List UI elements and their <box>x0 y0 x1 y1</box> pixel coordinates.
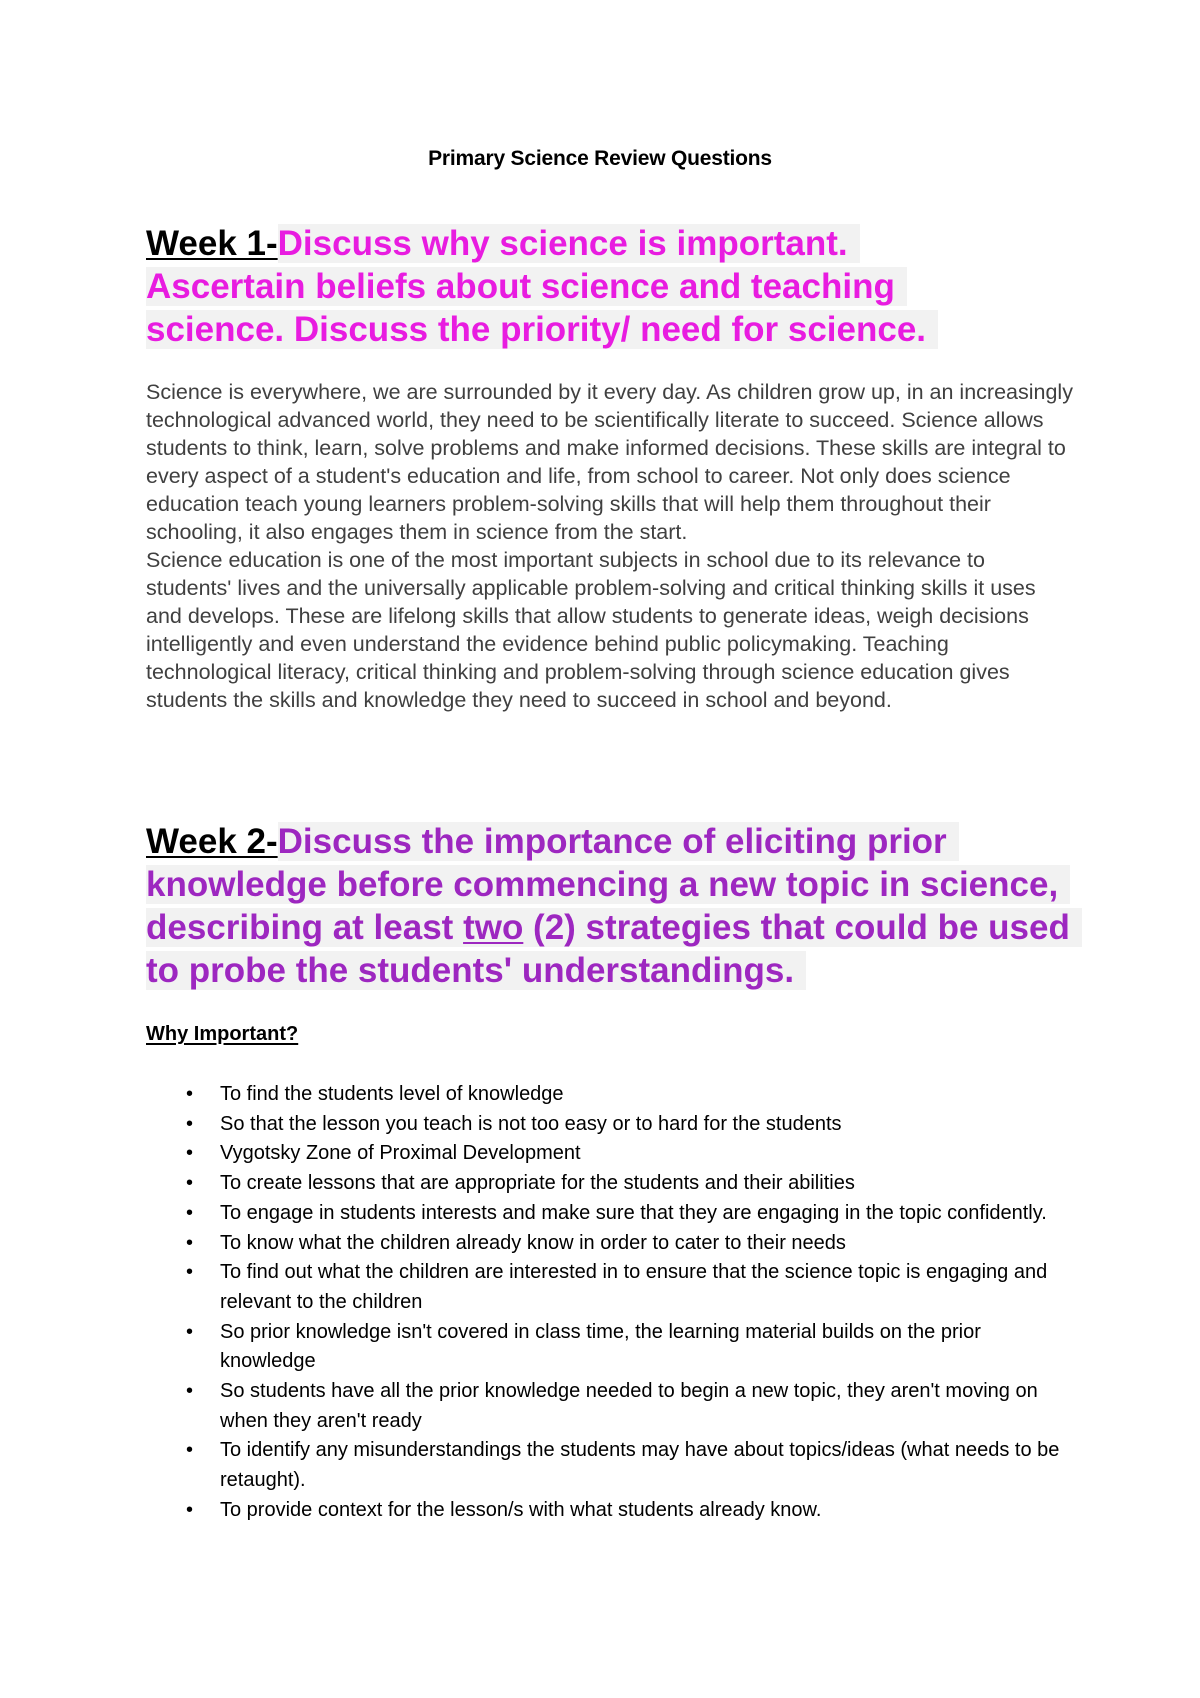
list-item-text: To provide context for the lesson/s with what students already know. <box>220 1498 822 1521</box>
why-important-list <box>186 1080 1066 1526</box>
list-item <box>186 1436 1066 1495</box>
week-2-heading <box>146 820 1096 992</box>
list-item <box>186 1229 1066 1259</box>
list-item <box>186 1318 1066 1377</box>
list-item <box>186 1258 1066 1317</box>
week-1-heading <box>146 222 1096 351</box>
list-item-text: To find out what the children are interested in to ensure that the science topic is engaging and relevant to the children <box>220 1261 1048 1313</box>
bullet-icon: • <box>186 1439 194 1462</box>
week-2-prompt-line-3-end: (2) strategies that could be used <box>523 908 1070 947</box>
list-item-text: To find the students level of knowledge <box>220 1083 564 1105</box>
list-item-text: To create lessons that are appropriate for the students and their abilities <box>220 1172 855 1195</box>
week-1-label: Week 1- <box>146 224 278 263</box>
week-1-prompt-line-1: Discuss why science is important. <box>278 224 860 263</box>
list-item <box>186 1377 1066 1436</box>
week-1-answer <box>146 378 1076 714</box>
bullet-icon: • <box>186 1172 194 1195</box>
bullet-icon: • <box>186 1380 194 1403</box>
week-1-paragraph: Science is everywhere, we are surrounded by it every day. As children grow up, in an increasingly technological advanced world, they need to be scientifically literate to succeed. Science allows students to think, learn, solve problems and make informed decisions. These skills are integral to every aspect of a student's education and life, from school to career. Not only does science education teach young learners problem-solving skills that will help them throughout their schooling, it also engages them in science from the start. <box>146 380 1073 544</box>
list-item <box>186 1169 1066 1199</box>
bullet-icon: • <box>186 1112 194 1135</box>
page-title: Primary Science Review Questions <box>428 147 772 170</box>
list-item <box>186 1110 1066 1140</box>
list-item <box>186 1139 1066 1169</box>
list-item-text: So students have all the prior knowledge needed to begin a new topic, they aren't moving on when they aren't ready <box>220 1380 1038 1432</box>
bullet-icon: • <box>186 1231 194 1254</box>
list-item <box>186 1496 1066 1526</box>
list-item-text: So prior knowledge isn't covered in class time, the learning material builds on the prior knowledge <box>220 1320 981 1373</box>
list-item-text: So that the lesson you teach is not too easy or to hard for the students <box>220 1112 842 1135</box>
week-1-prompt-line-3: science. Discuss the priority/ need for science. <box>146 310 938 349</box>
why-important-subheading: Why Important? <box>146 1023 299 1045</box>
list-item-text: Vygotsky Zone of Proximal Development <box>220 1142 581 1165</box>
bullet-icon: • <box>186 1320 194 1343</box>
list-item <box>186 1199 1066 1229</box>
week-2-label: Week 2- <box>146 822 278 861</box>
week-1-paragraph: Science education is one of the most important subjects in school due to its relevance to students' lives and the universally applicable problem-solving and critical thinking skills it uses and develops. These are lifelong skills that allow students to generate ideas, weigh decisions intelligently and even understand the evidence behind public policymaking. Teaching technological literacy, critical thinking and problem-solving through science education gives students the skills and knowledge they need to succeed in school and beyond. <box>146 548 1036 712</box>
list-item <box>186 1080 1066 1110</box>
list-item-text: To engage in students interests and make sure that they are engaging in the topic confidently. <box>220 1201 1047 1224</box>
list-item-text: To identify any misunderstandings the students may have about topics/ideas (what needs to be retaught). <box>220 1439 1060 1492</box>
bullet-icon: • <box>186 1083 194 1105</box>
bullet-icon: • <box>186 1261 194 1284</box>
bullet-icon: • <box>186 1142 194 1165</box>
week-2-prompt-line-4: to probe the students' understandings. <box>146 951 806 990</box>
week-2-prompt-line-3-start: describing at least <box>146 908 464 947</box>
week-2-prompt-underlined-word: two <box>463 908 524 947</box>
bullet-icon: • <box>186 1498 194 1521</box>
week-2-prompt-line-1: Discuss the importance of eliciting prior <box>278 822 959 861</box>
bullet-icon: • <box>186 1201 194 1224</box>
week-1-prompt-line-2: Ascertain beliefs about science and teaching <box>146 267 907 306</box>
list-item-text: To know what the children already know in order to cater to their needs <box>220 1231 846 1254</box>
week-2-prompt-line-3 <box>146 908 1082 947</box>
week-2-prompt-line-2: knowledge before commencing a new topic in science, <box>146 865 1070 904</box>
